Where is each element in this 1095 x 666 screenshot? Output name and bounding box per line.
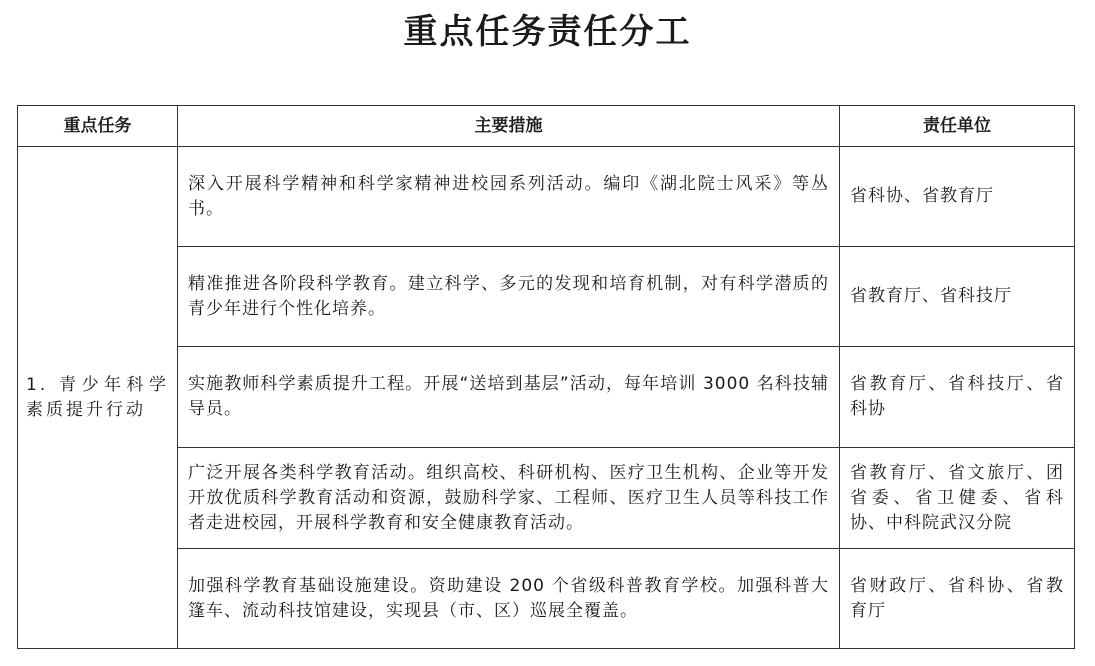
header-key-task: 重点任务	[18, 106, 178, 147]
page-title: 重点任务责任分工	[403, 12, 692, 52]
unit-cell: 省教育厅、省科技厅	[840, 247, 1075, 347]
unit-cell: 省科协、省教育厅	[840, 147, 1075, 247]
header-main-measures: 主要措施	[178, 106, 840, 147]
unit-cell: 省教育厅、省科技厅、省科协	[840, 347, 1075, 448]
measure-cell: 加强科学教育基础设施建设。资助建设 200 个省级科普教育学校。加强科普大篷车、流动科技馆建设，实现县（市、区）巡展全覆盖。	[178, 549, 840, 649]
measure-cell: 实施教师科学素质提升工程。开展“送培到基层”活动，每年培训 3000 名科技辅导员。	[178, 347, 840, 448]
unit-cell: 省教育厅、省文旅厅、团省委、省卫健委、省科协、中科院武汉分院	[840, 448, 1075, 549]
unit-cell: 省财政厅、省科协、省教育厅	[840, 549, 1075, 649]
responsibility-table	[17, 105, 1075, 649]
measure-cell: 精准推进各阶段科学教育。建立科学、多元的发现和培育机制，对有科学潜质的青少年进行个性化培养。	[178, 247, 840, 347]
task-cell: 1. 青少年科学素质提升行动	[18, 147, 178, 649]
table-row	[18, 147, 1075, 247]
measure-cell: 广泛开展各类科学教育活动。组织高校、科研机构、医疗卫生机构、企业等开发开放优质科学教育活动和资源，鼓励科学家、工程师、医疗卫生人员等科技工作者走进校园，开展科学教育和安全健康教育活动。	[178, 448, 840, 549]
table-header-row	[18, 106, 1075, 147]
measure-cell: 深入开展科学精神和科学家精神进校园系列活动。编印《湖北院士风采》等丛书。	[178, 147, 840, 247]
header-responsible-unit: 责任单位	[840, 106, 1075, 147]
